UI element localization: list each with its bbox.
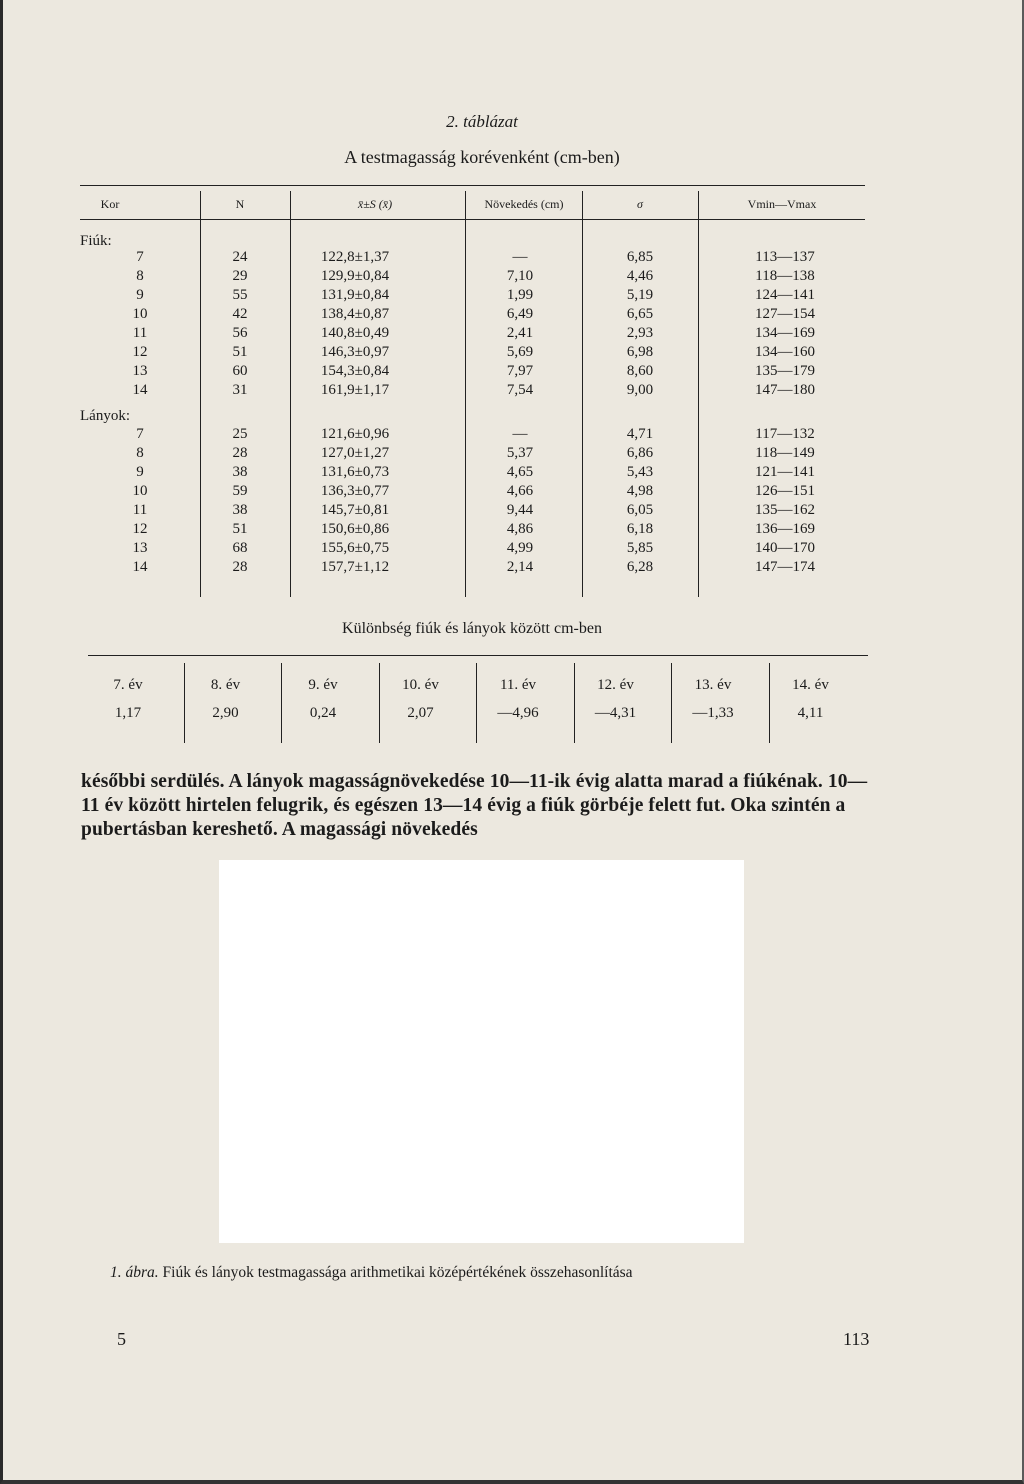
year-label: 10. év <box>402 677 439 693</box>
table-row <box>80 382 865 401</box>
cell-range: 136—169 <box>755 521 815 537</box>
cell-growth: — <box>512 426 528 442</box>
table-row <box>80 502 865 521</box>
difference-value: 2,07 <box>407 705 434 721</box>
cell-mean: 155,6±0,75 <box>320 540 390 556</box>
cell-growth: 5,37 <box>506 445 534 461</box>
year-label: 11. év <box>499 677 537 693</box>
cell-mean: 136,3±0,77 <box>320 483 390 499</box>
table-row <box>80 540 865 559</box>
cell-age: 9 <box>136 287 144 303</box>
cell-sigma: 5,85 <box>626 540 654 556</box>
cell-age: 14 <box>132 382 148 398</box>
col-divider <box>184 663 185 743</box>
year-label: 8. év <box>210 677 241 693</box>
table-row <box>80 249 865 268</box>
cell-count: 42 <box>232 306 248 322</box>
cell-mean: 129,9±0,84 <box>320 268 390 284</box>
cell-sigma: 6,18 <box>626 521 654 537</box>
year-label: 13. év <box>694 677 732 693</box>
difference-value: 0,24 <box>309 705 337 721</box>
figure-label: 1. ábra. <box>110 1264 159 1281</box>
cell-growth: 2,41 <box>506 325 534 341</box>
cell-growth: 4,99 <box>506 540 534 556</box>
cell-sigma: 5,43 <box>626 464 654 480</box>
signature-mark: 5 <box>117 1329 126 1349</box>
cell-mean: 150,6±0,86 <box>320 521 390 537</box>
difference-value: 2,90 <box>212 705 239 721</box>
cell-count: 55 <box>232 287 248 303</box>
header-mean: x̄±S (x̄) <box>357 197 393 211</box>
cell-range: 147—174 <box>755 559 815 575</box>
cell-range: 118—149 <box>755 445 815 461</box>
col-divider <box>281 663 282 743</box>
year-label: 12. év <box>597 677 634 693</box>
cell-count: 68 <box>232 540 248 556</box>
cell-age: 12 <box>132 521 148 537</box>
height-table <box>80 183 865 597</box>
cell-age: 11 <box>132 325 148 341</box>
cell-count: 59 <box>232 483 248 499</box>
cell-range: 135—179 <box>755 363 815 379</box>
difference-caption: Különbség fiúk és lányok között cm-ben <box>342 620 602 637</box>
cell-growth: 7,10 <box>506 268 534 284</box>
cell-growth: 6,49 <box>506 306 534 322</box>
cell-range: 126—151 <box>755 483 815 499</box>
table-row <box>80 344 865 363</box>
cell-sigma: 2,93 <box>626 325 654 341</box>
cell-mean: 121,6±0,96 <box>320 426 390 442</box>
cell-mean: 161,9±1,17 <box>320 382 390 398</box>
cell-sigma: 8,60 <box>626 363 654 379</box>
cell-age: 12 <box>132 344 148 360</box>
table-title: A testmagasság korévenként (cm-ben) <box>344 147 620 167</box>
cell-range: 147—180 <box>755 382 815 398</box>
cell-range: 121—141 <box>755 464 815 480</box>
cell-growth: 9,44 <box>506 502 534 518</box>
group-label-girls: Lányok: <box>80 408 130 424</box>
table-row <box>80 325 865 344</box>
cell-mean: 138,4±0,87 <box>320 306 390 322</box>
cell-count: 51 <box>232 344 248 360</box>
cell-age: 7 <box>136 249 144 265</box>
cell-age: 13 <box>132 363 148 379</box>
table-row <box>80 559 865 578</box>
header-novekedes: Növekedés (cm) <box>484 197 564 211</box>
cell-growth: 4,66 <box>506 483 534 499</box>
header-sigma: σ <box>637 197 643 211</box>
cell-count: 28 <box>232 445 248 461</box>
year-label: 14. év <box>792 677 829 693</box>
cell-age: 7 <box>136 426 144 442</box>
col-divider <box>769 663 770 743</box>
cell-growth: 4,86 <box>506 521 534 537</box>
cell-sigma: 6,65 <box>626 306 654 322</box>
year-label: 7. év <box>113 677 143 693</box>
cell-range: 124—141 <box>755 287 815 303</box>
cell-age: 13 <box>132 540 148 556</box>
table-row <box>80 464 865 483</box>
cell-mean: 154,3±0,84 <box>320 363 390 379</box>
difference-value: 4,11 <box>797 705 824 721</box>
header-n: N <box>235 197 245 211</box>
cell-age: 14 <box>132 559 148 575</box>
cell-range: 134—169 <box>755 325 815 341</box>
cell-age: 11 <box>132 502 148 518</box>
cell-age: 8 <box>136 445 144 461</box>
col-divider <box>574 663 575 743</box>
figure-image <box>219 860 744 1243</box>
figure-caption-text: Fiúk és lányok testmagassága arithmetikai középértékének összehasonlítása <box>162 1264 633 1281</box>
table-row <box>80 521 865 540</box>
cell-count: 28 <box>232 559 248 575</box>
cell-count: 38 <box>232 464 248 480</box>
cell-age: 8 <box>136 268 144 284</box>
cell-sigma: 4,98 <box>626 483 654 499</box>
table-row <box>80 483 865 502</box>
header-kor: Kor <box>100 197 120 211</box>
cell-mean: 146,3±0,97 <box>320 344 390 360</box>
cell-count: 51 <box>232 521 248 537</box>
cell-sigma: 6,85 <box>626 249 654 265</box>
cell-mean: 122,8±1,37 <box>320 249 390 265</box>
table-row <box>80 426 865 445</box>
col-divider <box>671 663 672 743</box>
cell-age: 9 <box>136 464 144 480</box>
cell-growth: 5,69 <box>506 344 534 360</box>
cell-mean: 131,9±0,84 <box>320 287 390 303</box>
cell-mean: 127,0±1,27 <box>320 445 390 461</box>
year-label: 9. év <box>308 677 338 693</box>
cell-sigma: 4,46 <box>626 268 654 284</box>
cell-sigma: 6,86 <box>626 445 654 461</box>
cell-sigma: 6,28 <box>626 559 654 575</box>
cell-count: 25 <box>232 426 248 442</box>
table-row <box>80 363 865 382</box>
cell-sigma: 5,19 <box>626 287 654 303</box>
cell-range: 135—162 <box>755 502 815 518</box>
difference-value: —1,33 <box>692 705 734 721</box>
cell-growth: 4,65 <box>506 464 534 480</box>
difference-value: —4,31 <box>594 705 637 721</box>
difference-value: —4,96 <box>497 705 539 721</box>
table-row <box>80 306 865 325</box>
cell-range: 127—154 <box>755 306 815 322</box>
table-header-rule <box>80 219 865 220</box>
cell-growth: — <box>512 249 528 265</box>
table-number: 2. táblázat <box>446 112 518 131</box>
cell-count: 31 <box>232 382 248 398</box>
table-row <box>80 445 865 464</box>
cell-growth: 7,97 <box>506 363 534 379</box>
cell-sigma: 6,05 <box>626 502 654 518</box>
cell-growth: 7,54 <box>506 382 534 398</box>
cell-growth: 1,99 <box>506 287 534 303</box>
cell-range: 118—138 <box>755 268 815 284</box>
col-divider <box>379 663 380 743</box>
cell-age: 10 <box>132 306 148 322</box>
table-row <box>80 268 865 287</box>
col-divider <box>476 663 477 743</box>
difference-value: 1,17 <box>114 705 142 721</box>
difference-top-rule <box>88 655 868 656</box>
cell-sigma: 9,00 <box>626 382 654 398</box>
cell-mean: 140,8±0,49 <box>320 325 390 341</box>
cell-mean: 157,7±1,12 <box>320 559 390 575</box>
cell-range: 134—160 <box>755 344 815 360</box>
cell-count: 24 <box>232 249 248 265</box>
cell-age: 10 <box>132 483 148 499</box>
cell-sigma: 6,98 <box>626 344 654 360</box>
page-number: 113 <box>843 1329 870 1349</box>
table-row <box>80 287 865 306</box>
cell-range: 140—170 <box>755 540 815 556</box>
cell-count: 29 <box>232 268 248 284</box>
cell-count: 38 <box>232 502 248 518</box>
cell-mean: 131,6±0,73 <box>320 464 390 480</box>
cell-sigma: 4,71 <box>626 426 654 442</box>
cell-range: 113—137 <box>755 249 815 265</box>
cell-count: 56 <box>232 325 248 341</box>
header-range: Vmin—Vmax <box>747 197 817 211</box>
body-paragraph: későbbi serdülés. A lányok magasságnövekedése 10—11-ik évig alatta marad a fiúkénak. 10—11 év között hirtelen felugrik, és egészen 13—14 évig a fiúk görbéje felett fut. Oka szintén a pubertásban kereshető. A magassági növekedés <box>81 771 868 840</box>
group-label-boys: Fiúk: <box>80 233 112 249</box>
cell-range: 117—132 <box>755 426 815 442</box>
cell-count: 60 <box>232 363 248 379</box>
figure-caption <box>110 1264 910 1282</box>
cell-growth: 2,14 <box>506 559 534 575</box>
difference-table <box>88 655 868 745</box>
table-top-rule <box>80 185 865 186</box>
cell-mean: 145,7±0,81 <box>320 502 390 518</box>
